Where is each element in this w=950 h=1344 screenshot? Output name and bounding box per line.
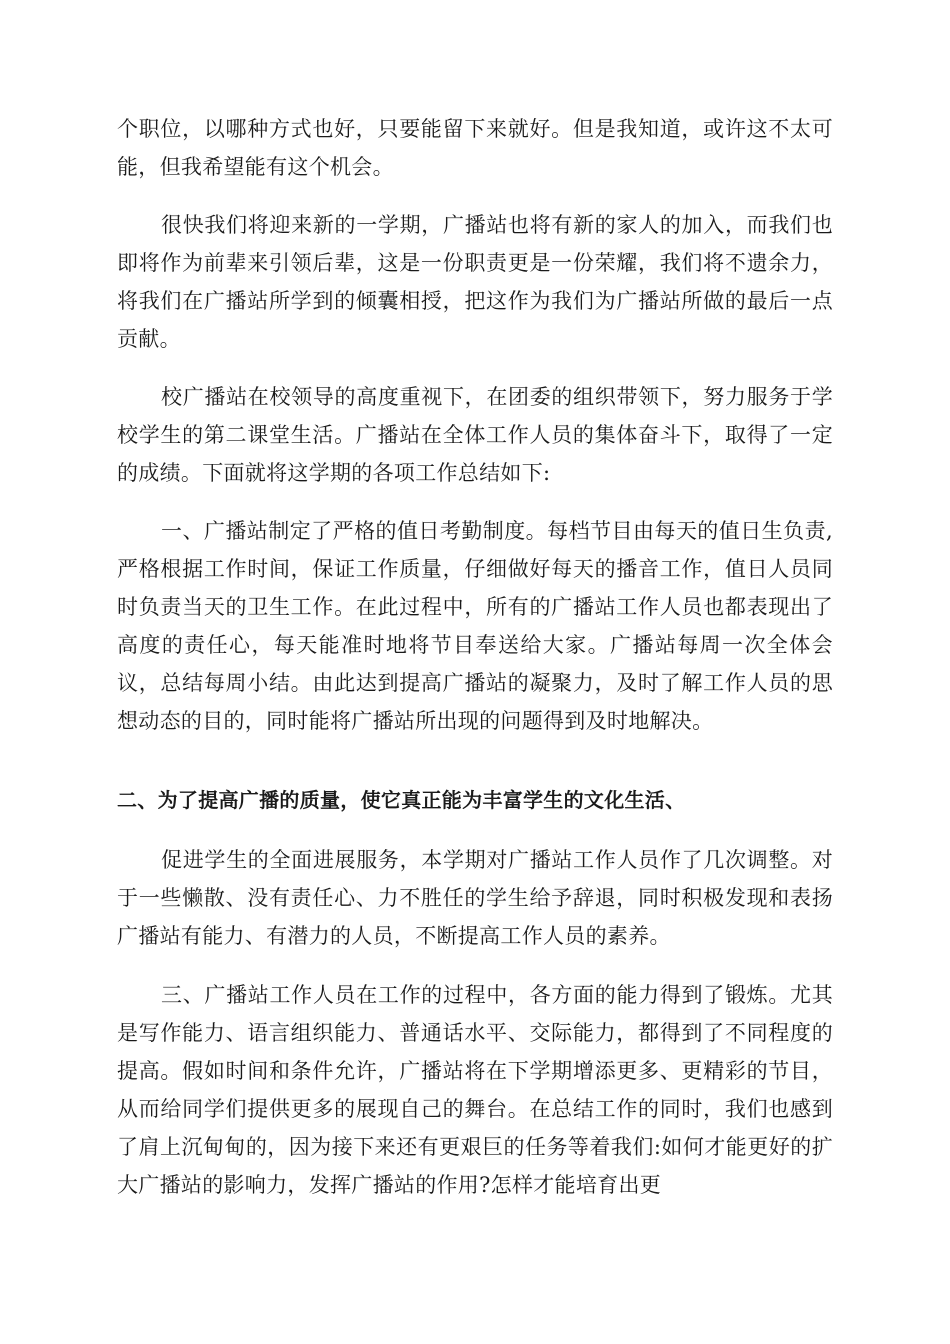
paragraph-intro: 校广播站在校领导的高度重视下，在团委的组织带领下，努力服务于学校学生的第二课堂生活。广播站在全体工作人员的集体奋斗下，取得了一定的成绩。下面就将这学期的各项工作总结如下: (117, 385, 833, 485)
paragraph-new-semester: 很快我们将迎来新的一学期，广播站也将有新的家人的加入，而我们也即将作为前辈来引领后辈，这是一份职责更是一份荣耀，我们将不遗余力，将我们在广播站所学到的倾囊相授，把这作为我们为广播站所做的最后一点贡献。 (117, 213, 833, 351)
paragraph-item-two: 促进学生的全面进展服务，本学期对广播站工作人员作了几次调整。对于一些懒散、没有责任心、力不胜任的学生给予辞退，同时积极发现和表扬广播站有能力、有潜力的人员，不断提高工作人员的素养。 (117, 848, 833, 948)
paragraph-item-one: 一、广播站制定了严格的值日考勤制度。每档节目由每天的值日生负责,严格根据工作时间，保证工作质量，仔细做好每天的播音工作，值日人员同时负责当天的卫生工作。在此过程中，所有的广播站工作人员也都表现出了高度的责任心，每天能准时地将节目奉送给大家。广播站每周一次全体会议，总结每周小结。由此达到提高广播站的凝聚力，及时了解工作人员的思想动态的目的，同时能将广播站所出现的问题得到及时地解决。 (117, 519, 833, 733)
section-heading-two: 二、为了提高广播的质量，使它真正能为丰富学生的文化生活、 (117, 788, 686, 812)
paragraph-continuation: 个职位，以哪种方式也好，只要能留下来就好。但是我知道，或许这不太可能，但我希望能有这个机会。 (117, 117, 833, 179)
paragraph-item-three: 三、广播站工作人员在工作的过程中，各方面的能力得到了锻炼。尤其是写作能力、语言组织能力、普通话水平、交际能力，都得到了不同程度的提高。假如时间和条件允许，广播站将在下学期增添更多、更精彩的节目，从而给同学们提供更多的展现自己的舞台。在总结工作的同时，我们也感到了肩上沉甸甸的，因为接下来还有更艰巨的任务等着我们:如何才能更好的扩大广播站的影响力，发挥广播站的作用?怎样才能培育出更 (117, 983, 833, 1197)
